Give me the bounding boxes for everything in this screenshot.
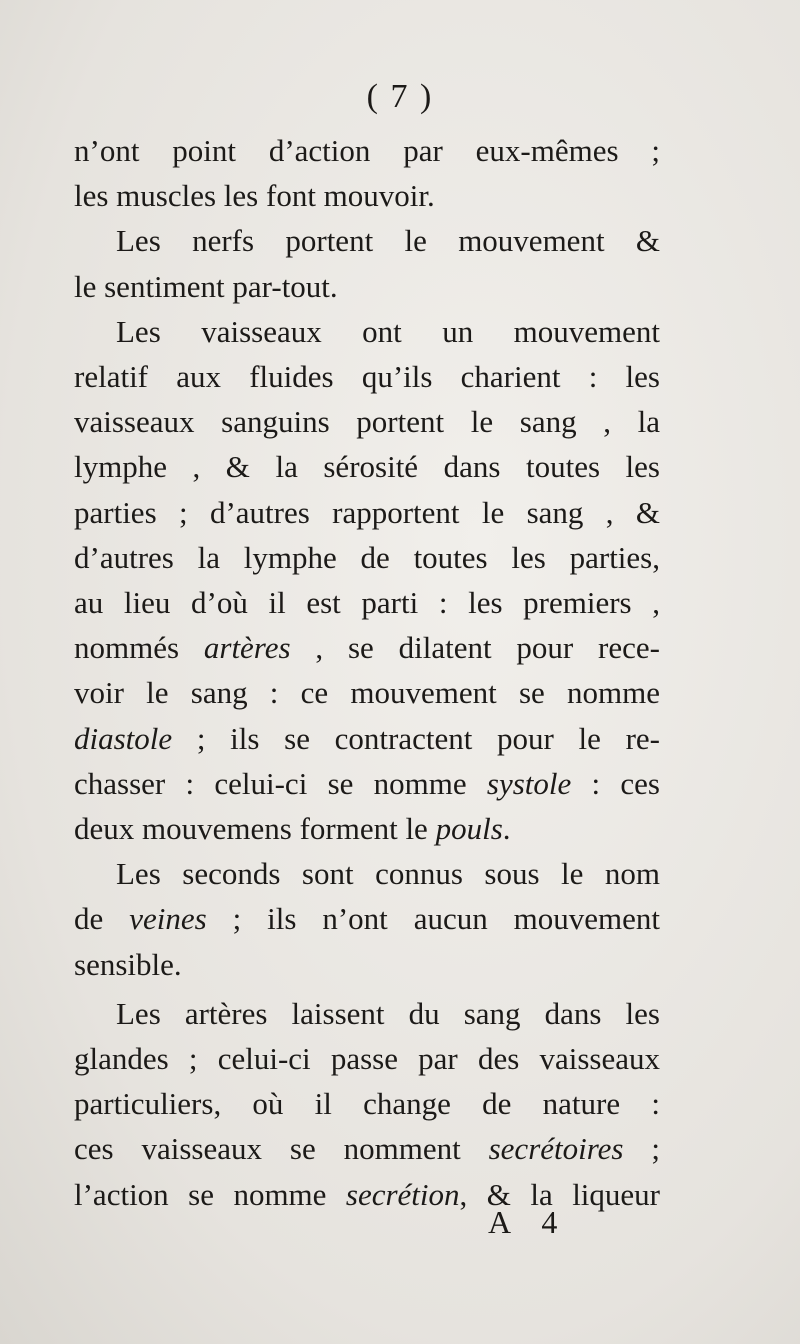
text-run: ; <box>623 1131 660 1167</box>
text-run: chasser : celui-ci se nomme <box>74 765 487 801</box>
text-line <box>74 806 660 851</box>
text-line: voir le sang : ce mouvement se nomme <box>74 675 660 711</box>
text-line <box>74 761 660 806</box>
text-line: n’ont point d’action par eux-mêmes ; <box>74 133 660 168</box>
text-run: ; ils se contractent pour le re- <box>172 720 660 756</box>
italic-term-veines: veines <box>129 901 207 937</box>
italic-term-diastole: diastole <box>74 720 173 756</box>
text-line: particuliers, où il change de nature : <box>74 1086 660 1122</box>
text-run: ; ils n’ont aucun mouvement <box>206 901 660 937</box>
text-line: le sentiment par-tout. <box>74 268 338 304</box>
text-line: lymphe , & la sérosité dans toutes les <box>74 449 660 485</box>
text-line: Les nerfs portent le mouvement & <box>116 223 660 259</box>
text-line: vaisseaux sanguins portent le sang , la <box>74 404 660 440</box>
text-line <box>74 1126 660 1171</box>
text-run: : ces <box>571 765 660 801</box>
text-line: parties ; d’autres rapportent le sang , & <box>74 494 660 530</box>
body-text <box>74 128 660 1217</box>
text-line: les muscles les font mouvoir. <box>74 178 435 214</box>
text-line: sensible. <box>74 946 182 982</box>
page-number-header: ( 7 ) <box>366 78 434 115</box>
text-run: ces vaisseaux se nomment <box>74 1131 489 1167</box>
italic-term-arteres: artères <box>203 630 291 666</box>
text-run: nommés <box>74 630 204 666</box>
text-run: , se dilatent pour rece- <box>290 630 660 666</box>
text-line: Les seconds sont connus sous le nom <box>116 856 660 892</box>
text-line <box>74 625 660 670</box>
italic-term-secretoires: secrétoires <box>488 1131 624 1167</box>
italic-term-pouls: pouls <box>435 811 503 847</box>
text-line <box>74 716 660 761</box>
text-line: Les artères laissent du sang dans les <box>116 995 660 1031</box>
text-line: glandes ; celui-ci passe par des vaisseaux <box>74 1041 660 1077</box>
text-run: de <box>74 901 130 937</box>
text-line: Les vaisseaux ont un mouvement <box>116 313 660 349</box>
italic-term-systole: systole <box>486 765 572 801</box>
text-line: au lieu d’où il est parti : les premiers , <box>74 585 660 621</box>
text-run: l’action se nomme <box>74 1176 346 1212</box>
italic-term-secretion: secrétion <box>345 1176 460 1212</box>
text-line <box>74 896 660 941</box>
text-run: , & la liqueur <box>459 1176 660 1212</box>
text-line: d’autres la lymphe de toutes les parties, <box>74 539 660 575</box>
text-line <box>74 1172 660 1217</box>
signature-mark: A 4 <box>488 1204 570 1240</box>
text-run: . <box>502 811 511 847</box>
text-line: relatif aux fluides qu’ils charient : les <box>74 359 660 395</box>
text-run: deux mouvemens forment le <box>74 811 436 847</box>
